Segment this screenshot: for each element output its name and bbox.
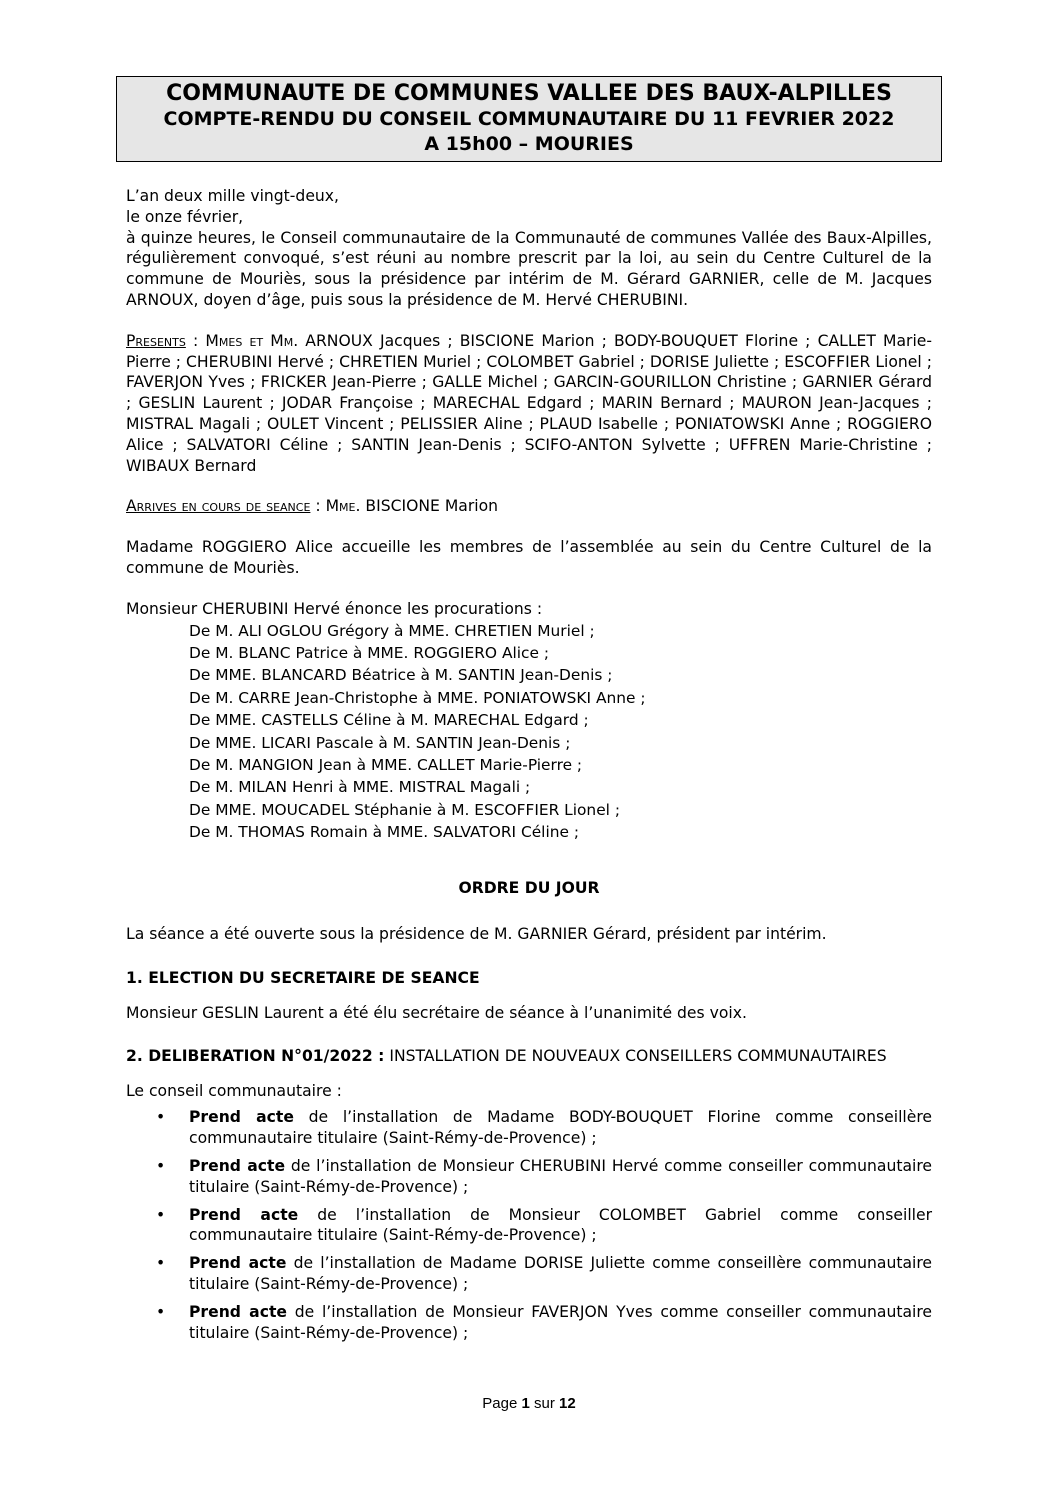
- procuration-item: De M. BLANC Patrice à MME. ROGGIERO Alice ;: [189, 643, 550, 662]
- arrives-separator: :: [310, 497, 326, 516]
- item-action: Prend acte: [189, 1254, 287, 1273]
- presents-label: Presents: [126, 331, 186, 350]
- section2-intro: Le conseil communautaire :: [126, 1081, 342, 1100]
- page-number: 1: [521, 1395, 530, 1412]
- opening-paragraph: La séance a été ouverte sous la présidence de M. GARNIER Gérard, président par intérim.: [126, 925, 827, 944]
- section2-title: [126, 1046, 932, 1067]
- procurations-intro: Monsieur CHERUBINI Hervé énonce les procurations :: [126, 599, 543, 618]
- list-item: [126, 1253, 932, 1295]
- procuration-item: De M. THOMAS Romain à MME. SALVATORI Céline ;: [189, 823, 580, 842]
- list-item: [126, 1205, 932, 1247]
- arrives-paragraph: [126, 496, 932, 517]
- presents-separator: :: [185, 331, 206, 350]
- arrives-prefix: Mme.: [325, 497, 361, 516]
- page-footer: [0, 1394, 1058, 1415]
- item-action: Prend acte: [189, 1205, 299, 1224]
- item-action: Prend acte: [189, 1156, 286, 1175]
- presents-names: ARNOUX Jacques ; BISCIONE Marion ; BODY-BOUQUET Florine ; CALLET Marie-Pierre ; CHERUBINI Hervé ; CHRETIEN Muriel ; COLOMBET Gabriel ; DORISE Juliette ; ESCOFFIER Lionel ; FAVERJON Yves ; FRICKER Jean-Pierre ; GALLE Michel ; GARCIN-GOURILLON Christine ; GARNIER Gérard ; GESLIN Laurent ; JODAR Françoise ; MARECHAL Edgard ; MARIN Bernard ; MAURON Jean-Jacques ; MISTRAL Magali ; OULET Vincent ; PELISSIER Aline ; PLAUD Isabelle ; PONIATOWSKI Anne ; ROGGIERO Alice ; SALVATORI Céline ; SANTIN Jean-Denis ; SCIFO-ANTON Sylvette ; UFFREN Marie-Christine ; WIBAUX Bernard: [126, 331, 932, 475]
- procuration-item: De M. CARRE Jean-Christophe à MME. PONIATOWSKI Anne ;: [189, 688, 646, 707]
- procuration-item: De MME. BLANCARD Béatrice à M. SANTIN Jean-Denis ;: [189, 666, 613, 685]
- section2-title-number: 2. DELIBERATION N°01/2022 :: [126, 1046, 385, 1065]
- welcome-paragraph: Madame ROGGIERO Alice accueille les membres de l’assemblée au sein du Centre Culturel de la commune de Mouriès.: [126, 538, 932, 577]
- document-body: [126, 186, 932, 1350]
- report-title: COMPTE-RENDU DU CONSEIL COMMUNAUTAIRE DU 11 FEVRIER 2022: [163, 108, 895, 130]
- item-text: de l’installation de Madame DORISE Juliette comme conseillère communautaire titulaire (Saint-Rémy-de-Provence) ;: [189, 1254, 933, 1293]
- intro-day: le onze février,: [126, 207, 244, 226]
- intro-paragraph: à quinze heures, le Conseil communautaire de la Communauté de communes Vallée des Baux-Alpilles, régulièrement convoqué, s’est réuni au nombre prescrit par la loi, au sein du Centre Culturel de la commune de Mouriès, sous la présidence par intérim de M. Gérard GARNIER, celle de M. Jacques ARNOUX, doyen d’âge, puis sous la présidence de M. Hervé CHERUBINI.: [126, 228, 932, 309]
- list-item: [126, 1156, 932, 1198]
- procuration-item: De M. MILAN Henri à MME. MISTRAL Magali ;: [189, 778, 531, 797]
- item-text: de l’installation de Monsieur FAVERJON Yves comme conseiller communautaire titulaire (Saint-Rémy-de-Provence) ;: [189, 1302, 933, 1342]
- section2-list: [126, 1107, 932, 1343]
- item-action: Prend acte: [189, 1108, 294, 1127]
- procuration-item: De MME. LICARI Pascale à M. SANTIN Jean-Denis ;: [189, 733, 571, 752]
- agenda-heading: ORDRE DU JOUR: [458, 878, 600, 897]
- arrives-label: Arrives en cours de seance: [126, 497, 311, 516]
- presents-prefix: Mmes et Mm.: [205, 331, 299, 350]
- procurations-list: [189, 620, 932, 844]
- item-text: de l’installation de Madame BODY-BOUQUET Florine comme conseillère communautaire titulaire (Saint-Rémy-de-Provence) ;: [189, 1108, 933, 1148]
- organization-title: COMMUNAUTE DE COMMUNES VALLEE DES BAUX-ALPILLES: [166, 81, 892, 106]
- page-of-word: sur: [529, 1395, 560, 1412]
- page-total: 12: [559, 1395, 576, 1412]
- intro-year: L’an deux mille vingt-deux,: [126, 187, 339, 205]
- list-item: [126, 1302, 932, 1344]
- page-word: Page: [482, 1395, 522, 1412]
- procuration-item: De MME. CASTELLS Céline à M. MARECHAL Edgard ;: [189, 711, 589, 730]
- session-time-place: A 15h00 – MOURIES: [424, 133, 634, 155]
- item-action: Prend acte: [189, 1302, 287, 1321]
- procuration-item: De M. ALI OGLOU Grégory à MME. CHRETIEN Muriel ;: [189, 621, 595, 640]
- section1-title: 1. ELECTION DU SECRETAIRE DE SEANCE: [126, 969, 480, 988]
- presents-paragraph: [126, 331, 932, 477]
- procuration-item: De MME. MOUCADEL Stéphanie à M. ESCOFFIER Lionel ;: [189, 800, 621, 819]
- item-text: de l’installation de Monsieur CHERUBINI Hervé comme conseiller communautaire titulaire (Saint-Rémy-de-Provence) ;: [189, 1156, 932, 1196]
- list-item: [126, 1107, 932, 1149]
- section2-title-subject: INSTALLATION DE NOUVEAUX CONSEILLERS COMMUNAUTAIRES: [384, 1046, 887, 1065]
- section1-text: Monsieur GESLIN Laurent a été élu secrétaire de séance à l’unanimité des voix.: [126, 1004, 747, 1022]
- item-text: de l’installation de Monsieur COLOMBET Gabriel comme conseiller communautaire titulaire (Saint-Rémy-de-Provence) ;: [189, 1205, 932, 1245]
- title-box: [116, 76, 942, 162]
- procuration-item: De M. MANGION Jean à MME. CALLET Marie-Pierre ;: [189, 755, 583, 774]
- arrives-name: BISCIONE Marion: [360, 497, 499, 516]
